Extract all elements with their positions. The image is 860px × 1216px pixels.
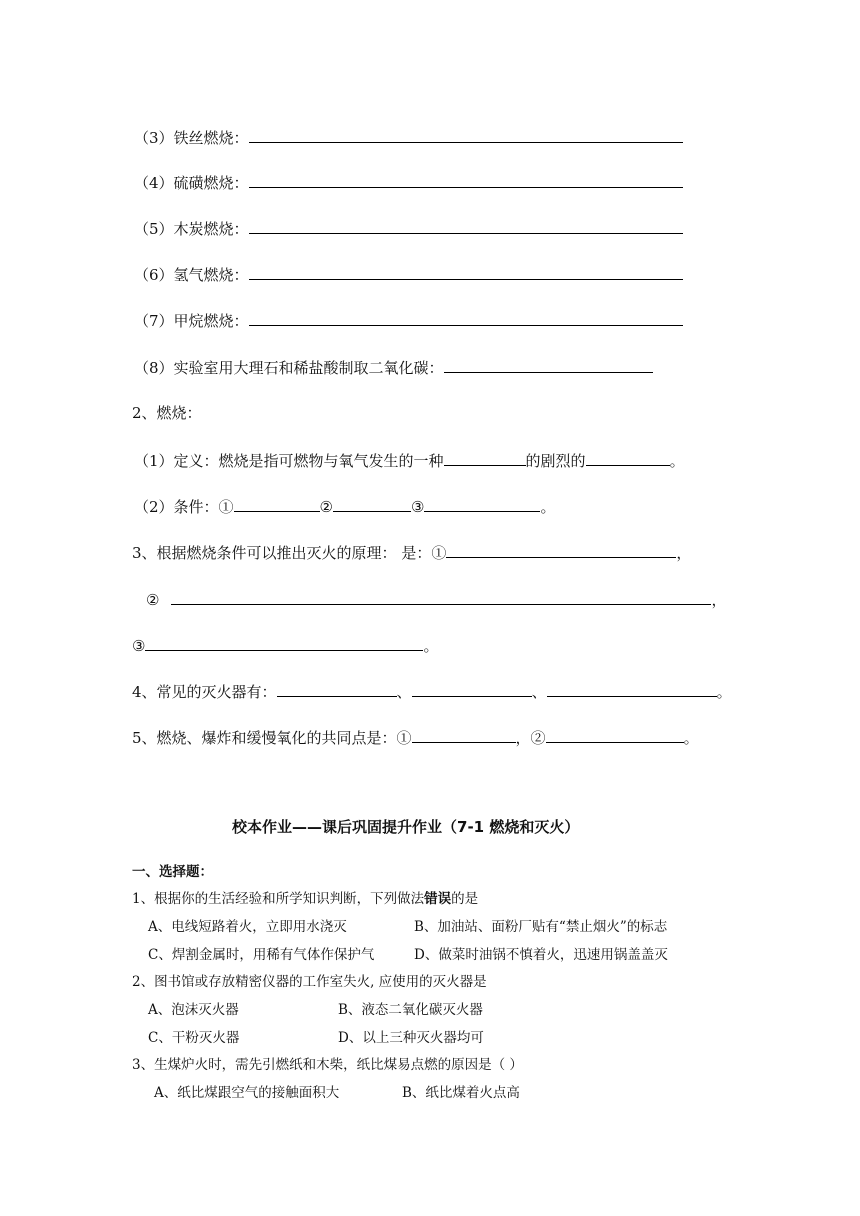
homework-title: 校本作业——课后巩固提升作业（7-1 燃烧和灭火） bbox=[232, 818, 580, 836]
equation-line bbox=[134, 310, 683, 331]
extinguish-line bbox=[146, 589, 726, 610]
answer-blank[interactable] bbox=[546, 727, 684, 743]
answer-blank[interactable] bbox=[547, 681, 717, 697]
answer-blank[interactable] bbox=[249, 264, 683, 280]
answer-blank[interactable] bbox=[333, 496, 411, 512]
punctuation: ， bbox=[711, 591, 727, 609]
definition-text: （1）定义：燃烧是指可燃物与氧气发生的一种 bbox=[134, 452, 444, 470]
punctuation: ， bbox=[676, 544, 692, 562]
mc-option[interactable]: A、泡沫灭火器 bbox=[148, 1002, 239, 1018]
punctuation: 。 bbox=[716, 683, 732, 701]
equation-label: （7）甲烷燃烧： bbox=[134, 312, 249, 330]
answer-blank[interactable] bbox=[249, 172, 683, 188]
mc-question: 2、图书馆或存放精密仪器的工作室失火, 应使用的灭火器是 bbox=[132, 974, 487, 990]
answer-blank[interactable] bbox=[412, 727, 516, 743]
conditions-text: （2）条件：① bbox=[134, 498, 234, 516]
extinguish-text: ② bbox=[146, 591, 160, 609]
question-text: 5、燃烧、爆炸和缓慢氧化的共同点是：① bbox=[132, 729, 412, 747]
mc-option[interactable]: B、液态二氧化碳灭火器 bbox=[338, 1002, 483, 1018]
mc-option[interactable]: D、以上三种灭火器均可 bbox=[338, 1030, 484, 1046]
answer-blank[interactable] bbox=[234, 496, 320, 512]
punctuation: 。 bbox=[669, 452, 685, 470]
punctuation: 、 bbox=[531, 683, 547, 701]
extinguish-text: ③ bbox=[132, 637, 146, 655]
answer-blank[interactable] bbox=[586, 450, 670, 466]
answer-blank[interactable] bbox=[412, 681, 532, 697]
conditions-line bbox=[134, 496, 555, 517]
mc-option[interactable]: D、做菜时油锅不慎着火，迅速用锅盖盖灭 bbox=[414, 947, 668, 963]
answer-blank[interactable] bbox=[424, 496, 540, 512]
punctuation: 。 bbox=[423, 637, 439, 655]
section-heading: 一、选择题： bbox=[132, 864, 213, 880]
answer-blank[interactable] bbox=[145, 635, 423, 651]
common-points-line bbox=[132, 727, 699, 748]
question-text: 1、根据你的生活经验和所学知识判断，下列做法 bbox=[132, 891, 425, 907]
mc-option[interactable]: C、焊割金属时，用稀有气体作保护气 bbox=[148, 947, 375, 963]
equation-line bbox=[134, 264, 683, 285]
equation-label: （5）木炭燃烧： bbox=[134, 220, 249, 238]
extinguish-line bbox=[132, 635, 438, 656]
equation-label: （6）氢气燃烧： bbox=[134, 266, 249, 284]
emphasis-text: 错误 bbox=[424, 891, 452, 907]
punctuation: 。 bbox=[540, 498, 556, 516]
punctuation: ，② bbox=[515, 729, 546, 747]
mc-question bbox=[132, 890, 478, 908]
answer-blank[interactable] bbox=[249, 127, 683, 143]
conditions-text: ③ bbox=[411, 498, 425, 516]
question-text: 4、常见的灭火器有： bbox=[132, 683, 277, 701]
question-text: 的是 bbox=[451, 891, 479, 907]
extinguish-line bbox=[132, 542, 691, 563]
answer-blank[interactable] bbox=[444, 450, 526, 466]
answer-blank[interactable] bbox=[249, 310, 683, 326]
equation-label: （4）硫磺燃烧： bbox=[134, 174, 249, 192]
equation-label: （8）实验室用大理石和稀盐酸制取二氧化碳： bbox=[134, 359, 444, 377]
answer-blank[interactable] bbox=[249, 218, 683, 234]
equation-label: （3）铁丝燃烧： bbox=[134, 129, 249, 147]
extinguish-text: 3、根据燃烧条件可以推出灭火的原理： 是：① bbox=[132, 544, 447, 562]
question-heading: 2、燃烧： bbox=[132, 404, 202, 422]
mc-option[interactable]: C、干粉灭火器 bbox=[148, 1030, 240, 1046]
definition-line bbox=[134, 450, 685, 471]
mc-option[interactable]: B、纸比煤着火点高 bbox=[402, 1085, 520, 1101]
definition-text: 的剧烈的 bbox=[525, 452, 586, 470]
punctuation: 、 bbox=[396, 683, 412, 701]
equation-line bbox=[134, 127, 683, 148]
conditions-text: ② bbox=[319, 498, 333, 516]
equation-line bbox=[134, 172, 683, 193]
punctuation: 。 bbox=[683, 729, 699, 747]
mc-option[interactable]: A、纸比煤跟空气的接触面积大 bbox=[154, 1085, 340, 1101]
answer-blank[interactable] bbox=[171, 589, 711, 605]
answer-blank[interactable] bbox=[446, 542, 676, 558]
mc-option[interactable]: B、加油站、面粉厂贴有“禁止烟火”的标志 bbox=[414, 919, 668, 935]
mc-question: 3、生煤炉火时，需先引燃纸和木柴，纸比煤易点燃的原因是（ ） bbox=[132, 1057, 523, 1073]
equation-line bbox=[134, 218, 683, 239]
answer-blank[interactable] bbox=[444, 357, 653, 373]
mc-option[interactable]: A、电线短路着火，立即用水浇灭 bbox=[148, 919, 347, 935]
equation-line bbox=[134, 357, 653, 378]
answer-blank[interactable] bbox=[277, 681, 397, 697]
extinguisher-types-line bbox=[132, 681, 732, 702]
